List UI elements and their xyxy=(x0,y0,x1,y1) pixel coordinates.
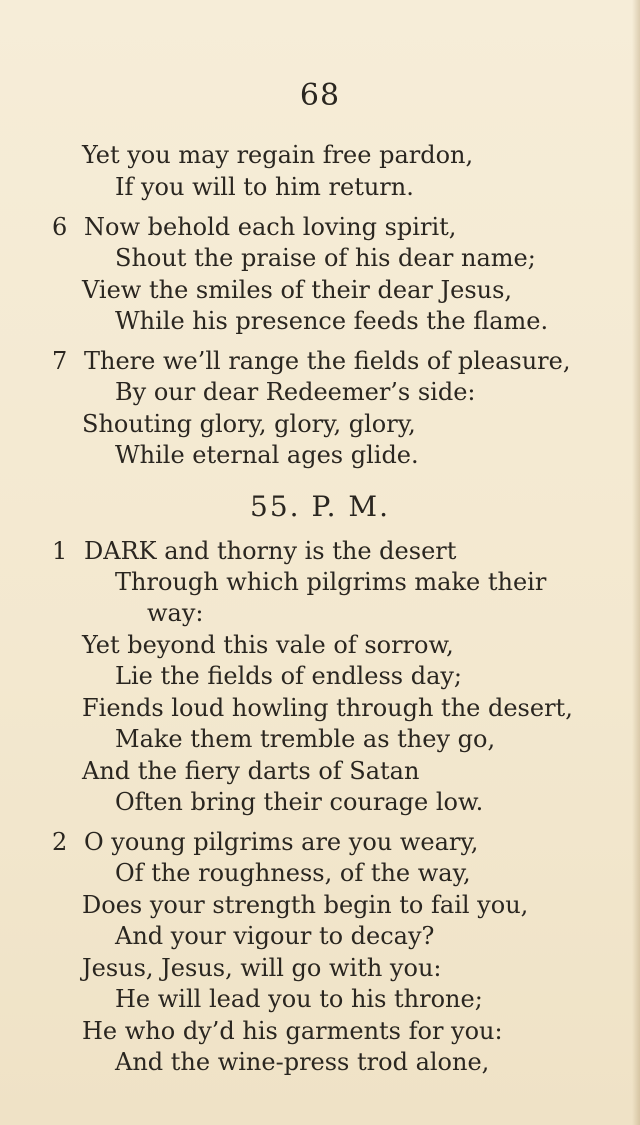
hymn-verse-1-line-3: way: xyxy=(147,599,204,627)
hymn-verse-1-line-5: Lie the fields of endless day; xyxy=(115,662,463,690)
verse-6-line-3: View the smiles of their dear Jesus, xyxy=(82,276,513,304)
hymn-verse-2-line-7: He who dy’d his garments for you: xyxy=(82,1017,503,1045)
verse-6-line-4: While his presence feeds the flame. xyxy=(115,307,549,335)
hymn-verse-2-line-1: O young pilgrims are you weary, xyxy=(84,828,479,856)
verse-7-line-4: While eternal ages glide. xyxy=(115,441,419,469)
page-number: 68 xyxy=(299,78,341,113)
hymn-verse-2-line-3: Does your strength begin to fail you, xyxy=(82,891,529,919)
verse-6-line-2: Shout the praise of his dear name; xyxy=(115,244,536,272)
hymn-verse-2-line-4: And your vigour to decay? xyxy=(115,922,435,950)
verse-6-line-1: Now behold each loving spirit, xyxy=(84,213,457,241)
verse-7-line-1: There we’ll range the fields of pleasure, xyxy=(84,347,571,375)
verse-7-line-2: By our dear Redeemer’s side: xyxy=(115,378,476,406)
hymn-verse-1-line-6: Fiends loud howling through the desert, xyxy=(82,694,573,722)
hymn-heading: 55. P. M. xyxy=(250,490,390,523)
hymn-verse-1-line-1: DARK and thorny is the desert xyxy=(84,537,457,565)
hymn-verse-2-line-6: He will lead you to his throne; xyxy=(115,985,483,1013)
verse-number-6: 6 xyxy=(52,213,68,241)
hymn-verse-1-line-8: And the fiery darts of Satan xyxy=(82,757,420,785)
hymn-verse-1-line-9: Often bring their courage low. xyxy=(115,788,484,816)
hymn-verse-2-line-5: Jesus, Jesus, will go with you: xyxy=(82,954,442,982)
hymn-verse-2-line-2: Of the roughness, of the way, xyxy=(115,859,471,887)
hymn-verse-1-line-4: Yet beyond this vale of sorrow, xyxy=(82,631,454,659)
page-edge-shadow xyxy=(632,0,640,1125)
hymn-verse-1-line-7: Make them tremble as they go, xyxy=(115,725,496,753)
verse-7-line-3: Shouting glory, glory, glory, xyxy=(82,410,416,438)
carryover-line-1: Yet you may regain free pardon, xyxy=(82,141,474,169)
carryover-line-2: If you will to him return. xyxy=(115,173,414,201)
hymn-verse-1-line-2: Through which pilgrims make their xyxy=(115,568,547,596)
hymn-verse-number-1: 1 xyxy=(52,537,68,565)
hymn-verse-number-2: 2 xyxy=(52,828,68,856)
verse-number-7: 7 xyxy=(52,347,68,375)
hymn-verse-2-line-8: And the wine-press trod alone, xyxy=(115,1048,490,1076)
